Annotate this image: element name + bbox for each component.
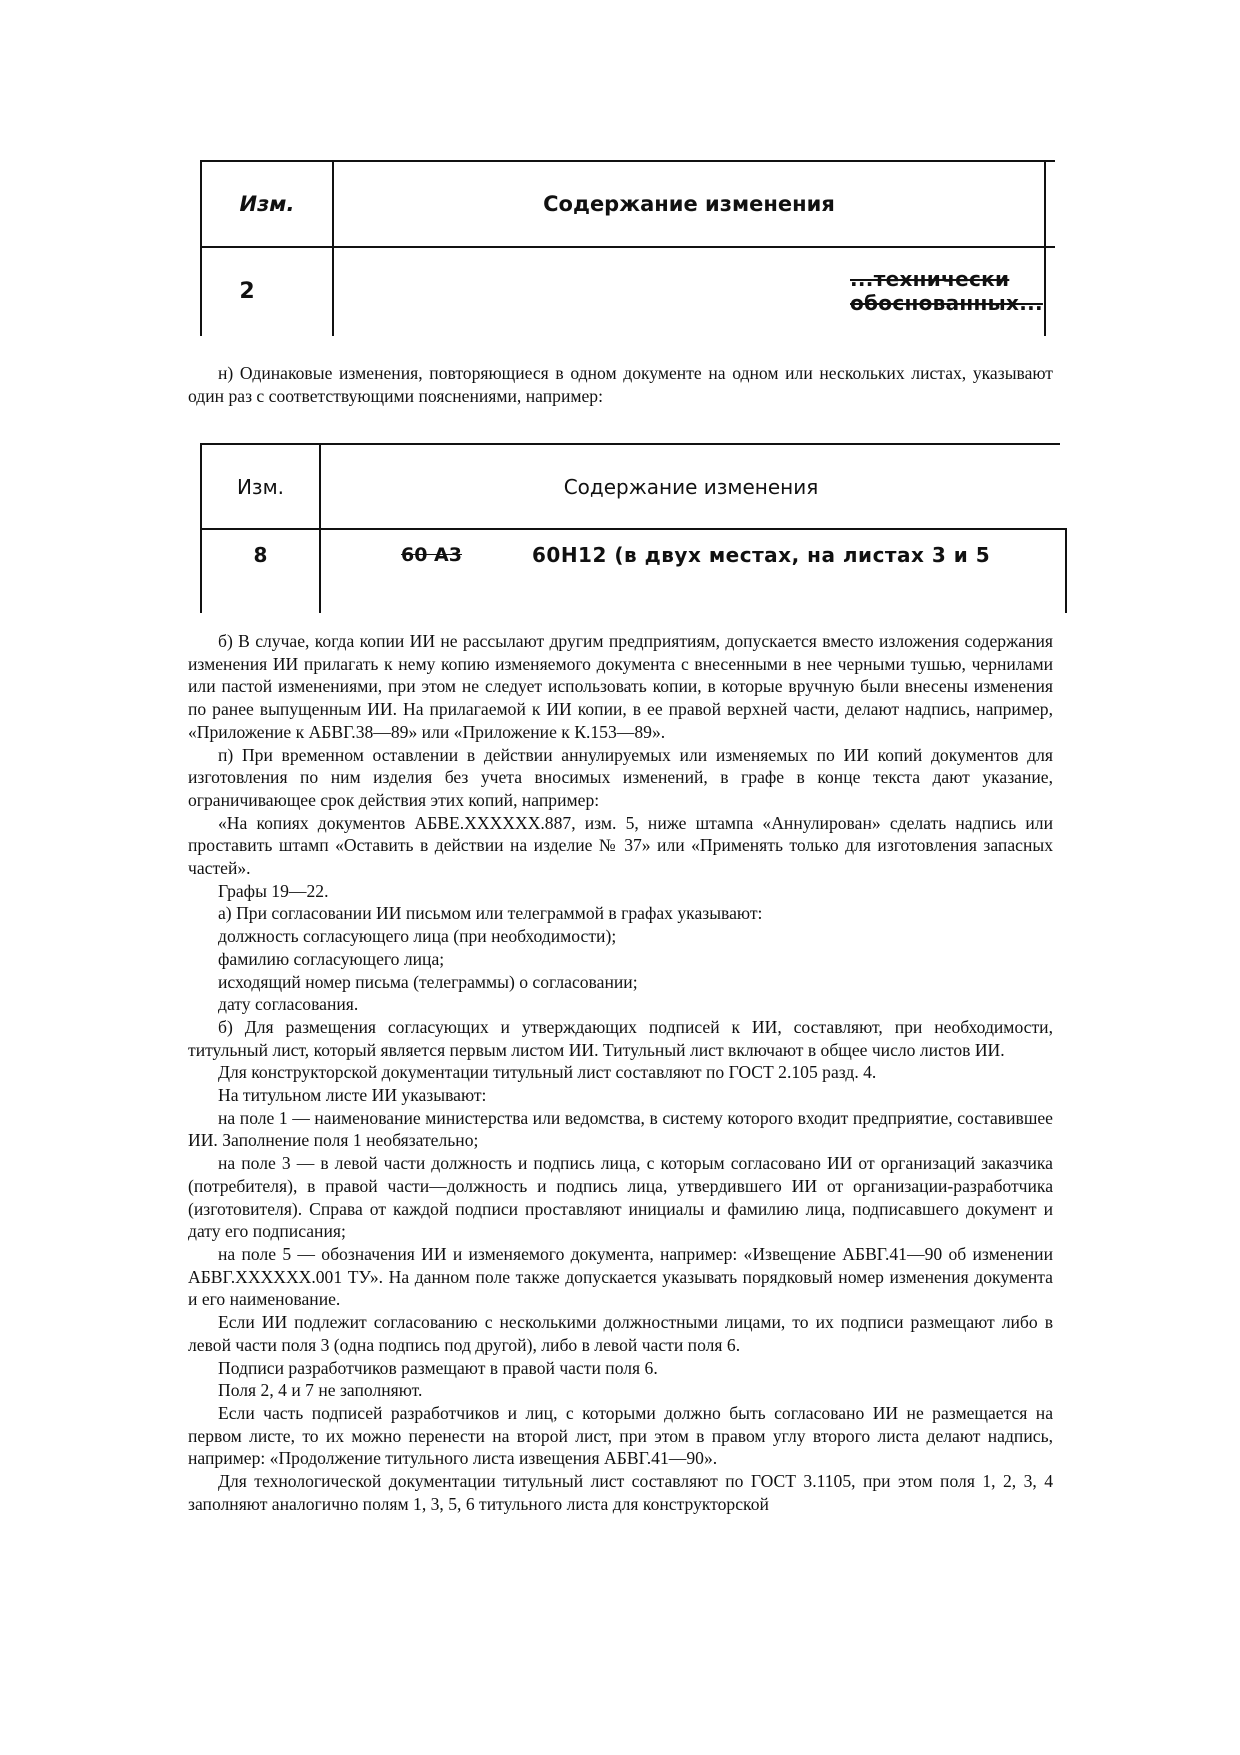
new-value: 60H12 (в двух местах, на листах 3 и 5 [531,543,991,567]
paragraph: п) При временном оставлении в действии аннулируемых или изменяемых по ИИ копий документов для изготовления по ним изделия без учета вносимых изменений, в графе в конце текста дают указание, ограничивающее срок действия этих копий, например: [188,744,1053,810]
paragraph: б) Для размещения согласующих и утверждающих подписей к ИИ, составляют, при необходимости, титульный лист, который является первым листом ИИ. Титульный лист включают в общее число листов ИИ. [188,1016,1053,1060]
body-text [188,630,1053,1515]
paragraph: исходящий номер письма (телеграммы) о согласовании; [218,971,638,992]
column-header-change-content: Содержание изменения [563,474,819,499]
paragraph: Подписи разработчиков размещают в правой части поля 6. [218,1357,658,1378]
paragraph: на поле 1 — наименование министерства или ведомства, в систему которого входит предприятие, составившее ИИ. Заполнение поля 1 необязательно; [188,1107,1053,1151]
paragraph: б) В случае, когда копии ИИ не рассылают другим предприятиям, допускается вместо изложения содержания изменения ИИ прилагать к нему копию изменяемого документа с внесенными в нее черными тушью, чернилами или пастой изменениями, при этом не следует использовать копии, в которые вручную были внесены изменения по ранее выпущенным ИИ. На прилагаемой к ИИ копии, в ее правой верхней части, делают надпись, например, «Приложение к АБВГ.38—89» или «Приложение к К.153—89». [188,631,1053,742]
change-table-example-2 [200,443,1067,613]
paragraph: «На копиях документов АБВЕ.XXXXXX.887, изм. 5, ниже штампа «Аннулирован» сделать надпись или проставить штамп «Оставить в действии на изделие № 37» или «Применять только для изготовления запасных частей». [188,812,1053,879]
paragraph: Графы 19—22. [218,880,329,901]
paragraph: Если часть подписей разработчиков и лиц, с которыми должно быть согласовано ИИ не размещается на первом листе, то их можно перенести на второй лист, при этом в правом углу второго листа делают надпись, например: «Продолжение титульного листа извещения АБВГ.41—90». [188,1402,1053,1469]
paragraph: должность согласующего лица (при необходимости); [218,926,617,947]
paragraph: Если ИИ подлежит согласованию с несколькими должностными лицами, то их подписи размещают либо в левой части поля 3 (одна подпись под другой), либо в левой части поля 6. [188,1312,1053,1355]
row-change-content [321,530,1061,580]
intro-paragraph-block [188,362,1053,407]
paragraph: на поле 3 — в левой части должность и подпись лица, с которым согласовано ИИ от организаций заказчика (потребителя), в правой части—должность и подпись лица, утвердившего ИИ от организации-разработчика (изготовителя). Справа от каждой подписи проставляют инициалы и фамилию лица, подписавшего документ и дату его подписания; [188,1153,1053,1242]
paragraph: на поле 5 — обозначения ИИ и изменяемого документа, например: «Извещение АБВГ.41—90 об изменении АБВГ.XXXXXX.001 ТУ». На данном поле также допускается указывать порядковый номер изменения документа и его наименование. [188,1243,1053,1310]
struck-text: ...технически обоснованных... [850,267,1043,315]
row-change-content [640,248,1043,334]
paragraph: дату согласования. [218,994,359,1015]
table-border-right [1044,160,1046,336]
change-table-example-1 [200,160,1055,336]
column-header-change-number: Изм. [236,474,285,499]
paragraph: фамилию согласующего лица; [218,948,445,969]
old-value-struck: 60 A3 [401,544,462,566]
paragraph: На титульном листе ИИ указывают: [218,1085,487,1106]
table-border-right [1065,528,1067,613]
paragraph: а) При согласовании ИИ письмом или телеграммой в графах указывают: [218,903,763,924]
column-header-change-number: Изм. [239,192,295,216]
column-header-change-content: Содержание изменения [543,192,835,216]
paragraph: Для технологической документации титульный лист составляют по ГОСТ 3.1105, при этом поля 1, 2, 3, 4 заполняют аналогично полям 1, 3, 5, 6 титульного листа для конструкторской [188,1471,1053,1514]
paragraph: Для конструкторской документации титульный лист составляют по ГОСТ 2.105 разд. 4. [218,1062,877,1083]
row-change-number: 8 [253,543,268,567]
paragraph: н) Одинаковые изменения, повторяющиеся в одном документе на одном или нескольких листах, указывают один раз с соответствующими пояснениями, например: [188,363,1053,406]
paragraph: Поля 2, 4 и 7 не заполняют. [218,1380,423,1401]
row-change-number: 2 [239,278,255,304]
